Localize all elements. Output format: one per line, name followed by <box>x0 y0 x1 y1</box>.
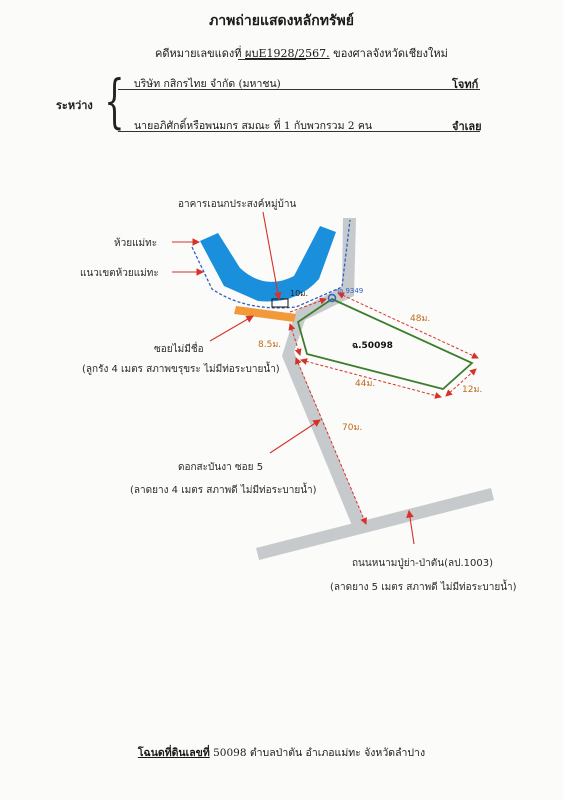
creek-line-label: แนวเขตห้วยแม่ทะ <box>80 268 159 279</box>
soi5-name-label: ดอกสะบันงา ซอย 5 <box>178 462 264 473</box>
parcel-label: ฉ.50098 <box>352 341 393 351</box>
dim-10-label: 10ม. <box>290 289 308 298</box>
main-road-shape <box>256 488 494 560</box>
case-number: ผบE1928/2567. <box>245 47 330 60</box>
between-label: ระหว่าง <box>56 99 93 112</box>
soi5-desc-label: (ลาดยาง 4 เมตร สภาพดี ไม่มีท่อระบายน้ำ) <box>130 485 317 496</box>
pointer-soi <box>210 316 253 341</box>
marker-label: ฯล 9349 <box>335 287 364 295</box>
soi-name-label: ซอยไม่มีชื่อ <box>154 344 204 355</box>
deed-label: โฉนดที่ดินเลขที่ <box>137 747 210 759</box>
dim-85-label: 8.5ม. <box>258 340 282 350</box>
main-road-label: ถนนหนามปู่ย่า-ป่าตัน(ลป.1003) <box>352 558 493 569</box>
court-name: ของศาลจังหวัดเชียงใหม่ <box>333 47 448 60</box>
building-label: อาคารเอนกประสงค์หมู่บ้าน <box>178 199 297 210</box>
brace-symbol: { <box>104 67 125 135</box>
document-title: ภาพถ่ายแสดงหลักทรัพย์ <box>209 13 354 29</box>
dim-48-label: 48ม. <box>410 314 431 324</box>
main-road-desc-label: (ลาดยาง 5 เมตร สภาพดี ไม่มีท่อระบายน้ำ) <box>330 582 517 593</box>
deed-text: 50098 ตำบลป่าตัน อำเภอแม่ทะ จังหวัดลำปาง <box>213 747 426 759</box>
plaintiff-name: บริษัท กสิกรไทย จำกัด (มหาชน) <box>134 78 281 90</box>
defendant-role: จำเลย <box>452 120 482 133</box>
plaintiff-role: โจทก์ <box>452 78 479 91</box>
creek-label: ห้วยแม่ทะ <box>114 238 158 249</box>
unnamed-soi-shape <box>234 306 296 322</box>
deed-footer <box>0 744 563 761</box>
soi-desc-label: (ลูกรัง 4 เมตร สภาพขรุขระ ไม่มีท่อระบายน้ำ) <box>82 364 280 375</box>
pointer-soi5 <box>270 420 320 453</box>
dim-44-label: 44ม. <box>355 379 376 389</box>
dim-70-label: 70ม. <box>342 423 363 433</box>
dim-12-label: 12ม. <box>462 385 483 395</box>
defendant-name: นายอภิศักดิ์หรือพนมกร สมณะ ที่ 1 กับพวกรวม 2 คน <box>134 120 373 132</box>
case-prefix: คดีหมายเลขแดงที่ <box>155 47 242 60</box>
